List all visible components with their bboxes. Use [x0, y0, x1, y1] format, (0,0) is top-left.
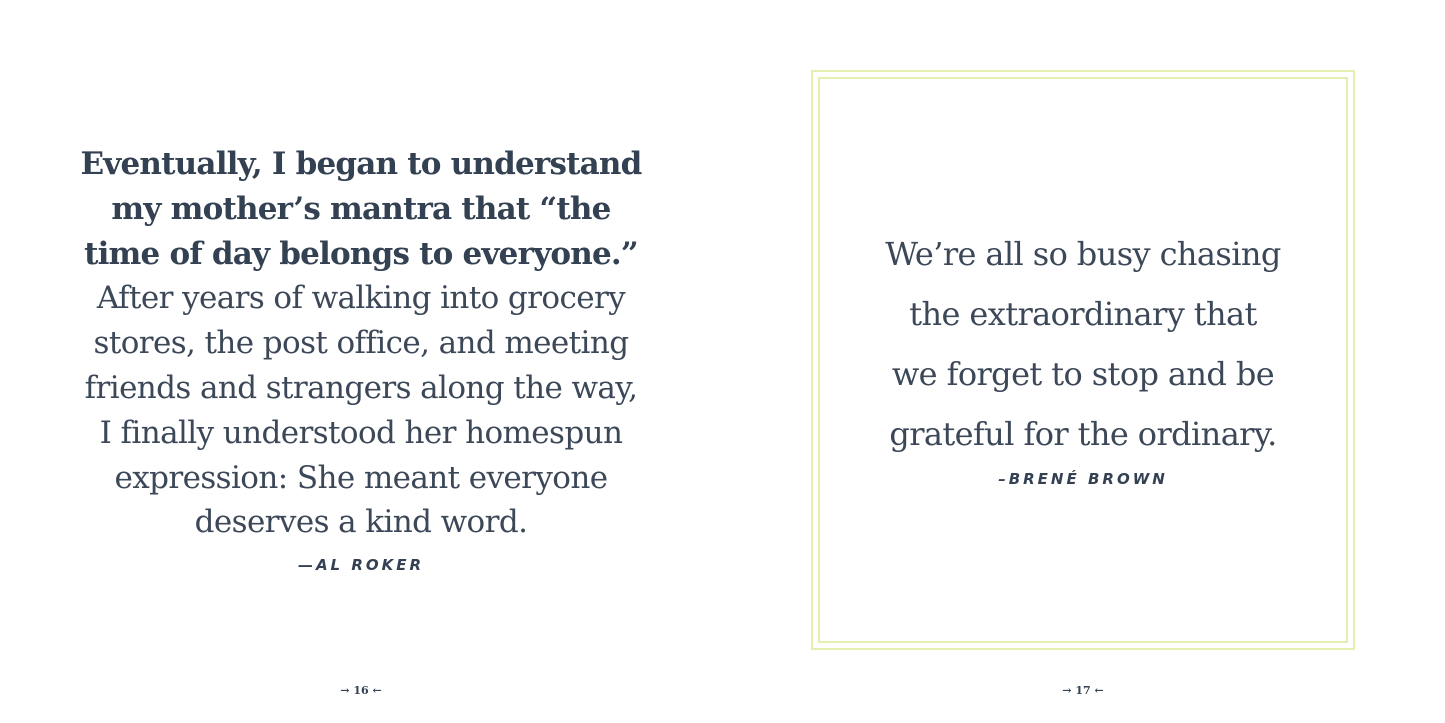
quote-line: the extraordinary that: [909, 295, 1257, 333]
quote-line: friends and strangers along the way,: [84, 369, 638, 406]
quote-line: After years of walking into grocery: [96, 280, 626, 317]
quote-line: we forget to stop and be: [891, 355, 1275, 393]
quote-line: I finally understood her homespun: [99, 414, 623, 451]
quote-line: grateful for the ordinary.: [889, 415, 1277, 453]
quote-line: We’re all so busy chasing: [885, 235, 1281, 273]
quote-line-bold: my mother’s mantra that “the: [111, 190, 611, 227]
quote-line: expression: She meant everyone: [114, 459, 608, 496]
right-quote: [857, 224, 1309, 464]
left-attribution: —AL ROKER: [297, 556, 425, 574]
quote-line: stores, the post office, and meeting: [93, 325, 629, 362]
page-number-left: → 16 ←: [340, 684, 382, 697]
quote-line-bold: Eventually, I began to understand: [80, 146, 642, 182]
quote-line-bold: time of day belongs to everyone.”: [84, 235, 638, 272]
quote-line: deserves a kind word.: [194, 504, 528, 541]
left-page: [0, 0, 722, 723]
right-page: [722, 0, 1445, 723]
page-number-right: → 17 ←: [1062, 684, 1104, 697]
left-quote: [60, 142, 662, 545]
right-attribution: –BRENÉ BROWN: [998, 470, 1168, 488]
